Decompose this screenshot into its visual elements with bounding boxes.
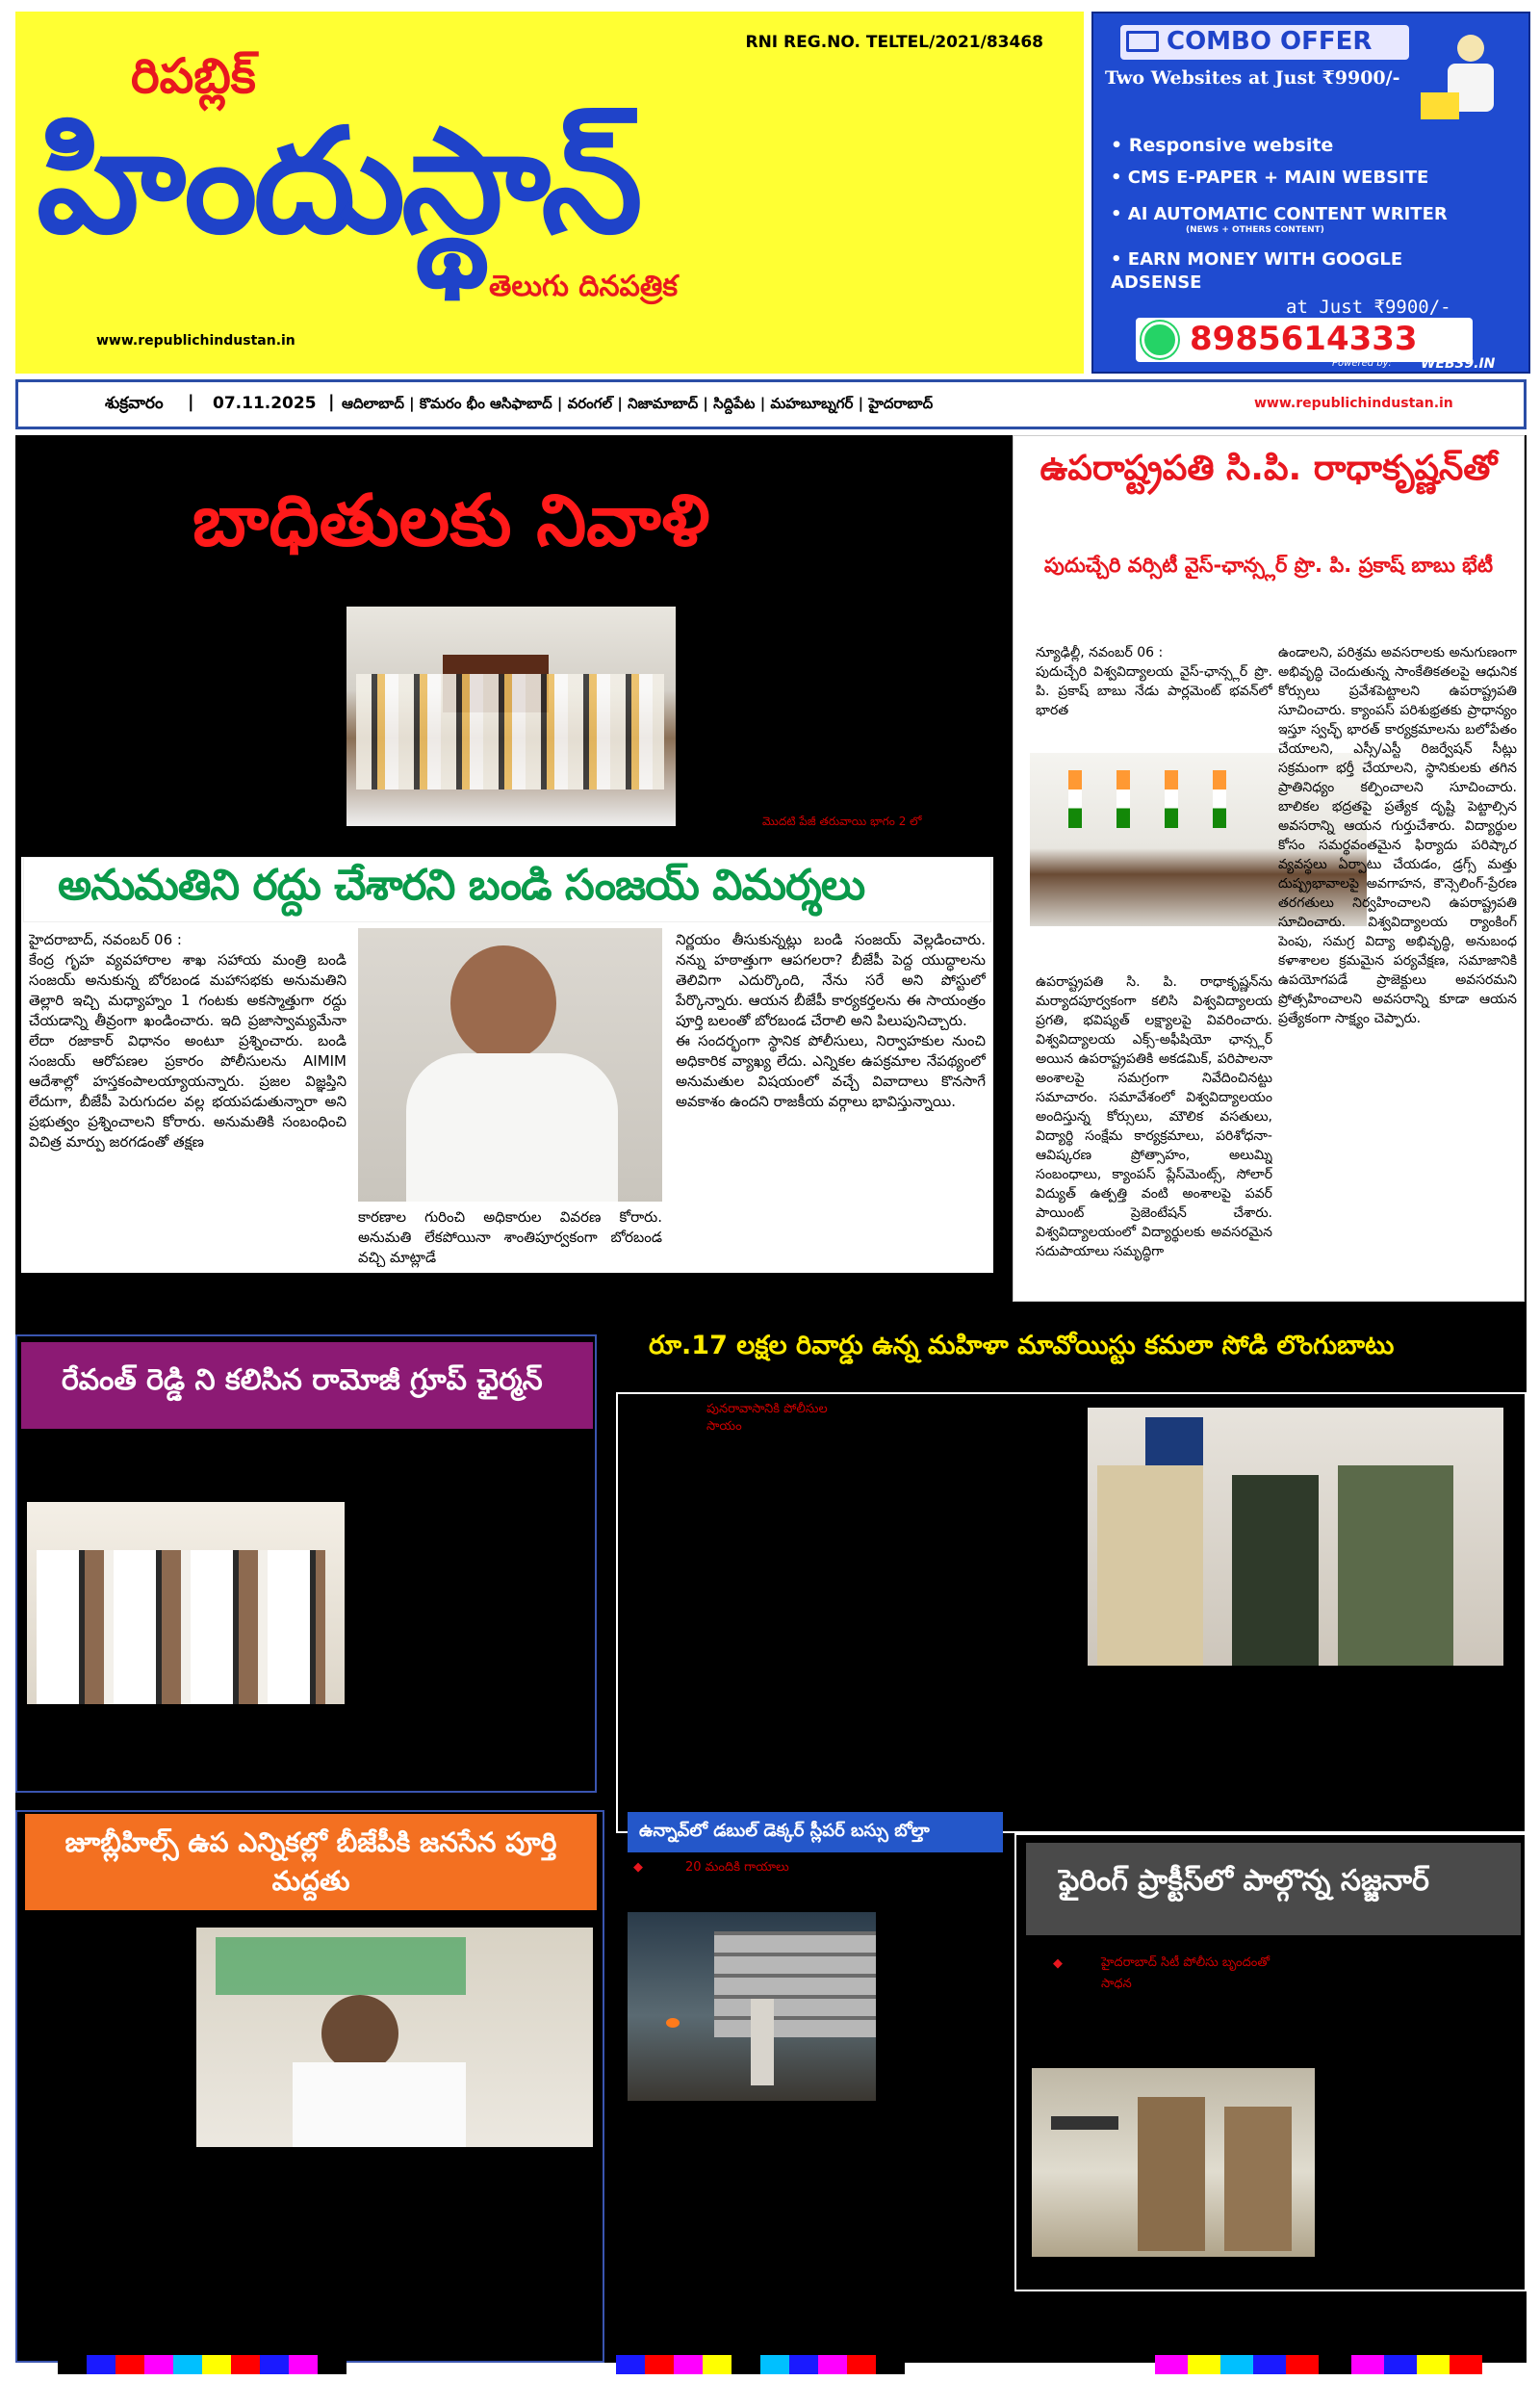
masthead-title: హిందుస్థాన్ xyxy=(37,98,639,266)
ad-subtitle: Two Websites at Just ₹9900/- xyxy=(1105,67,1400,89)
ad-powered: Powered by: xyxy=(1332,358,1392,369)
sanjay-col-1: హైదరాబాద్, నవంబర్ 06 : కేంద్ర గృహ వ్యవహారాల శాఖ సహాయ మంత్రి బండి సంజయ్ అనుకున్న బోరబండ మహాసభకు అనుమతిని తెల్లారి ఇచ్చి మధ్యాహ్నం 1 గంటకు అకస్మాత్తుగా రద్దు చేయడాన్ని తీవ్రంగా ఖండించారు. ఇది ప్రజాస్వామ్యమేనా లేదా రజాకార్ విధానం అంటూ ప్రశ్నించారు. బండి సంజయ్ ఆరోపణల ప్రకారం పోలీసులను AIMIM ఆదేశాల్లో హస్తకంపాలయ్యాయన్నారు. ప్రజల విజ్ఞప్తిని లేదుగా, బీజేపీ పెరుగుదల వల్ల భయపడుతున్నారా అని ప్రభుత్వం ప్రశ్నించాలని కోరారు. అనుమతికి సంబంధించి విచిత్ర మార్పు జరగడంతో తక్షణ xyxy=(29,931,346,1151)
dateline-bar xyxy=(15,379,1527,429)
districts: ఆదిలాబాద్ | కొమరం భీం ఆసిఫాబాద్ | వరంగల్ | నిజామాబాద్ | సిద్దిపేట | మహబూబ్నగర్ | హైదరాబాద్ xyxy=(342,395,934,412)
unnao-bullet: 20 మందికి గాయాలు xyxy=(685,1860,789,1875)
vp-col-2: ఉండాలని, పరిశ్రమ అవసరాలకు అనుగుణంగా అభివృద్ధి చెందుతున్న సాంకేతికతలపై ఆధునిక కోర్సులు ప్రవేశపెట్టాలని ఉపరాష్ట్రపతి సూచించారు. క్యాంపస్ పరిశుభ్రతకు ప్రాధాన్యం ఇస్తూ స్వచ్ఛ్ భారత్ కార్యక్రమాలను బలోపేతం చేయాలని, ఎస్సీ/ఎస్టీ రిజర్వేషన్ సీట్లు సక్రమంగా భర్తీ చేయాలని, స్థానికులకు తగిన ప్రాతినిధ్యం కల్పించాలని సూచించారు. బాలికల భద్రతపై ప్రత్యేక దృష్టి పెట్టాల్సిన అవసరాన్ని ఆయన గుర్తుచేశారు. విద్యార్థుల కోసం సమర్థవంతమైన ఫిర్యాదు పరిష్కార వ్యవస్థలు ఏర్పాటు చేయడం, డ్రగ్స్ మత్తు దుష్ప్రభావాలపై అవగాహన, కౌన్సెలింగ్-ప్రేరణ తరగతులు నిర్వహించాలని ఉపరాష్ట్రపతి సూచించారు. విశ్వవిద్యాలయ ర్యాంకింగ్ పెంపు, సమగ్ర విద్యా అభివృద్ధి, అనుబంధ కళాశాలల క్రమమైన పర్యవేక్షణ, సమాజానికి ఉపయోగపడే ప్రాజెక్టులు అవసరమని ప్రోత్సహించాలని అవసరాన్ని కూడా ఆయన ప్రత్యేకంగా సాక్ష్యం చెప్పారు. xyxy=(1278,645,1517,1026)
sanjay-col-3: నిర్ణయం తీసుకున్నట్లు బండి సంజయ్ వెల్లడించారు. నన్ను హఠాత్తుగా ఆపగలరా? బీజేపీ పెద్ద యుద్ధాలను తెలివిగా ఎదుర్కొంది, నేను సరే అని పోస్టులో పేర్కొన్నారు. ఆయన బీజేపీ కార్యకర్తలను ఈ సాయంత్రం పూర్తి బలంతో బోరబండ చేరాలి అని పిలుపునిచ్చారు. ఈ సందర్భంగా స్థానిక పోలీసులు, నిర్వాహకుల నుంచి అధికారిక వ్యాఖ్య లేదు. ఎన్నికల ఉపక్రమాల నేపథ్యంలో అనుమతుల విషయంలో వచ్చే వివాదాలు కొనసాగే అవకాశం ఉందని రాజకీయ వర్గాలు భావిస్తున్నాయి. xyxy=(676,931,986,1110)
ad-price: at Just ₹9900/- xyxy=(1286,297,1451,318)
masthead-small-title: రిపబ్లిక్ xyxy=(131,48,256,104)
continued-note: మొదటి పేజీ తరువాయి భాగం 2 లో xyxy=(762,815,922,828)
whatsapp-icon xyxy=(1142,322,1178,358)
ad-brand: WEB39.IN xyxy=(1421,356,1496,372)
rni-number: RNI REG.NO. TELTEL/2021/83468 xyxy=(745,33,1043,52)
separator: | xyxy=(328,392,335,412)
sajjanar-headline: ఫైరింగ్ ప్రాక్టీస్‌లో పాల్గొన్న సజ్జనార్ xyxy=(1059,1864,1429,1898)
jubilee-headline: జూబ్లీహిల్స్ ఉప ఎన్నికల్లో బీజేపీకి జనసేన పూర్తి మద్దతు xyxy=(64,1826,557,1897)
color-registration-bar-right xyxy=(1155,2355,1482,2374)
color-registration-bar-left xyxy=(58,2355,346,2374)
lead-headline: బాధితులకు నివాళి xyxy=(192,479,710,562)
vp-col-1-bottom: ఉపరాష్ట్రపతి సి. పి. రాధాకృష్ణన్‌ను మర్యాదపూర్వకంగా కలిసి విశ్వవిద్యాలయ ప్రగతి, భవిష్యత్ లక్ష్యాలపై వివరించారు. విశ్వవిద్యాలయ ఎక్స్-అఫీషియో ఛాన్స్లర్ అయిన ఉపరాష్ట్రపతికి అకడమిక్, పరిపాలనా అంశాలపై సమగ్రంగా నివేదించినట్టు సమాచారం. సమావేశంలో విశ్వవిద్యాలయం అందిస్తున్న కోర్సులు, మౌలిక వసతులు, విద్యార్థి సంక్షేమ కార్యక్రమాలు, పరిశోధనా-ఆవిష్కరణ ప్రోత్సాహం, అలుమ్ని సంబంధాలు, క్యాంపస్ ప్లేస్‌మెంట్స్, సోలార్ విద్యుత్ ఉత్పత్తి వంటి అంశాలపై పవర్ పాయింట్ ప్రెజెంటేషన్ చేశారు. విశ్వవిద్యాలయంలో విద్యార్థులకు అవసరమైన సదుపాయాలు సమృద్ధిగా xyxy=(1036,974,1272,1259)
masthead-tagline: తెలుగు దినపత్రిక xyxy=(489,270,678,303)
revanth-headline: రేవంత్ రెడ్డి ని కలిసిన రామోజీ గ్రూప్ ఛైర్మన్ xyxy=(62,1363,543,1397)
vp-headline: ఉపరాష్ట్రపతి సి.పి. రాధాకృష్ణన్‌తో xyxy=(1040,449,1498,488)
unnao-headline: ఉన్నావ్‌లో డబుల్ డెక్కర్ స్లీపర్ బస్సు బోల్తా xyxy=(639,1821,930,1841)
ad-phone[interactable]: 8985614333 xyxy=(1190,320,1418,358)
lead-photo-tribute xyxy=(346,607,676,826)
bandi-sanjay-photo xyxy=(358,928,662,1202)
vp-subhead: పుదుచ్చేరి వర్సిటీ వైస్-ఛాన్స్లర్ ప్రొ. పి. ప్రకాష్ బాబు భేటీ xyxy=(1043,554,1494,577)
sanjay-headline: అనుమతిని రద్దు చేశారని బండి సంజయ్ విమర్శలు xyxy=(58,861,865,910)
sanjay-col-2: కారణాల గురించి అధికారుల వివరణ కోరారు. అనుమతి లేకపోయినా శాంతిపూర్వకంగా బోరబండ వచ్చి మాట్లాడే xyxy=(358,1208,662,1266)
sajjanar-bullet: హైదరాబాద్ సిటీ పోలీసు బృందంతో సాధన xyxy=(1101,1955,1270,1991)
ad-item-3-note: (NEWS + OTHERS CONTENT) xyxy=(1186,225,1324,235)
date: 07.11.2025 xyxy=(213,394,317,413)
revanth-photo xyxy=(27,1502,345,1704)
vp-col-1-top: న్యూఢిల్లీ, నవంబర్ 06 : పుదుచ్చేరి విశ్వవిద్యాలయ వైస్-ఛాన్స్లర్ ప్రొ. పి. ప్రకాష్ బాబు నేడు పార్లమెంట్ భవన్‌లో భారత xyxy=(1036,645,1272,718)
kamala-bullet-1b: సాయం xyxy=(706,1419,742,1434)
unnao-bullet-icon: ◆ xyxy=(633,1860,643,1875)
ad-title: COMBO OFFER xyxy=(1167,27,1373,56)
kamala-bullet-1: పునరావాసానికి పోలీసుల xyxy=(706,1402,828,1416)
ad-item-2: • CMS E-PAPER + MAIN WEBSITE xyxy=(1111,168,1429,188)
separator: | xyxy=(188,392,194,412)
jubilee-photo xyxy=(196,1928,593,2147)
masthead-website: www.republichindustan.in xyxy=(96,333,295,349)
day: శుక్రవారం xyxy=(105,394,164,413)
ad-person-illustration xyxy=(1421,35,1517,141)
combo-offer-ad[interactable] xyxy=(1091,12,1530,374)
ad-item-4: • EARN MONEY WITH GOOGLE ADSENSE xyxy=(1111,249,1403,293)
sajjanar-photo xyxy=(1032,2068,1315,2257)
kamala-headline: రూ.17 లక్షల రివార్డు ఉన్న మహిళా మావోయిస్టు కమలా సోడి లొంగుబాటు xyxy=(649,1331,1395,1360)
laptop-icon xyxy=(1126,31,1159,52)
unnao-photo xyxy=(628,1912,876,2101)
ad-item-1: • Responsive website xyxy=(1111,135,1334,156)
masthead xyxy=(15,12,1084,374)
dateline-website[interactable]: www.republichindustan.in xyxy=(1254,396,1453,411)
kamala-photo xyxy=(1088,1408,1503,1666)
sajjanar-bullet-icon: ◆ xyxy=(1053,1956,1063,1971)
ad-item-3: • AI AUTOMATIC CONTENT WRITER xyxy=(1111,204,1448,224)
color-registration-bar-center xyxy=(616,2355,905,2374)
